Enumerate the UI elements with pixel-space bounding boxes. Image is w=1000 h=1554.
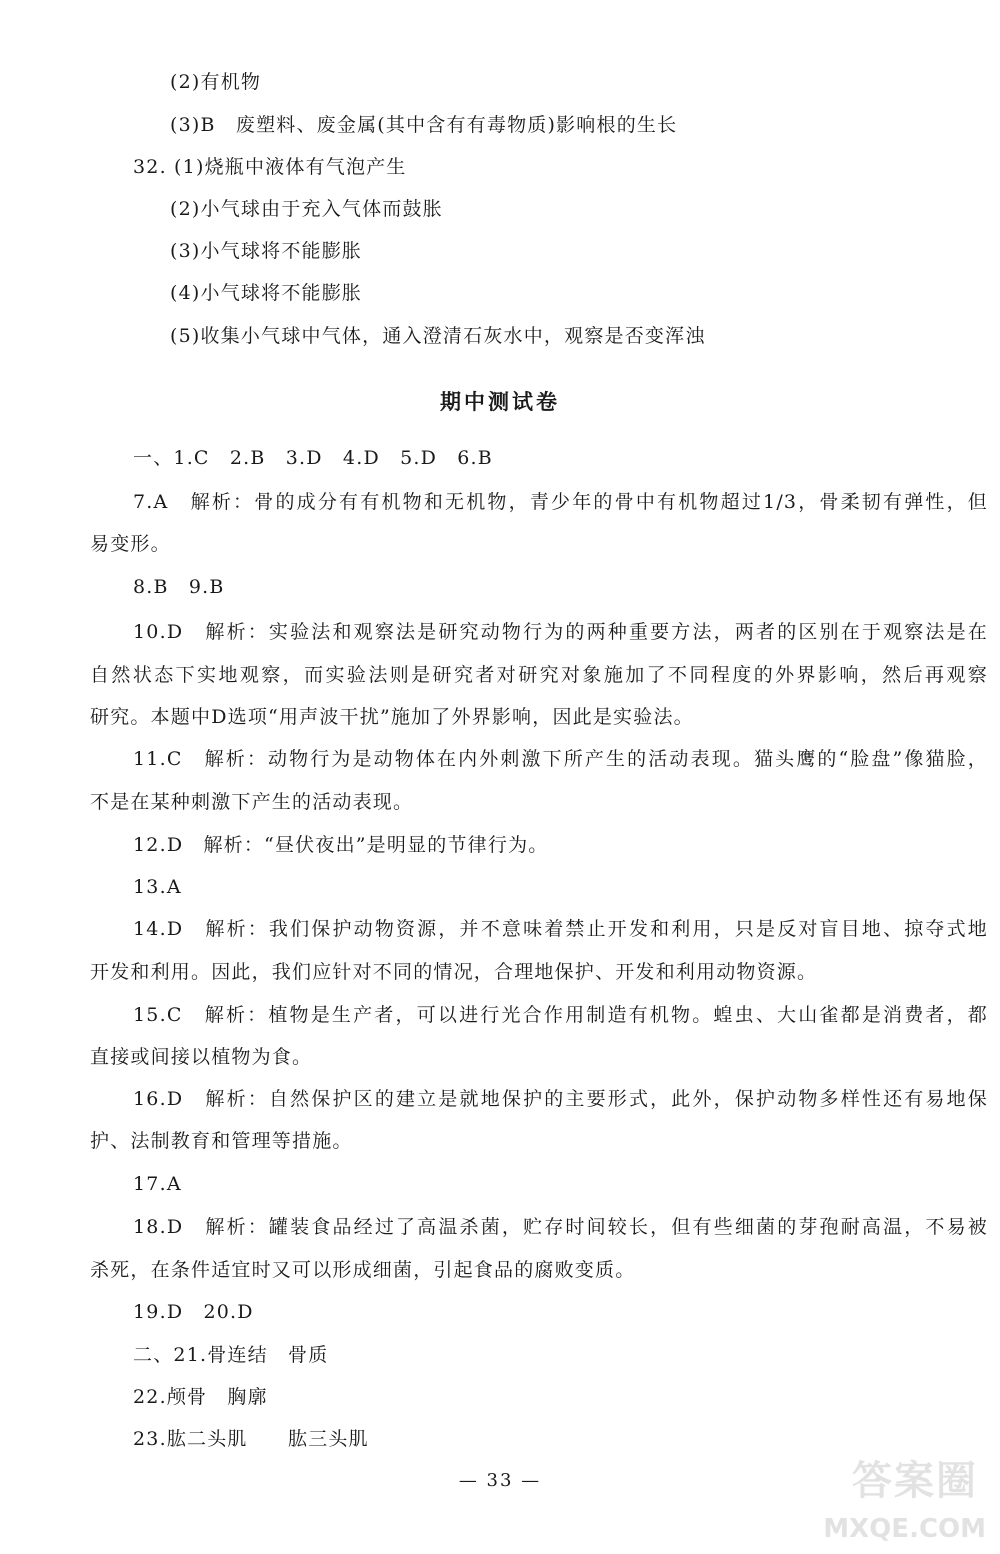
answer-line: (3)B 废塑料、废金属(其中含有有毒物质)影响根的生长 — [170, 114, 678, 136]
answer-line: 研究。本题中D选项“用声波干扰”施加了外界影响，因此是实验法。 — [90, 706, 694, 728]
answer-line: (2)有机物 — [170, 71, 262, 93]
answer-line: 直接或间接以植物为食。 — [90, 1046, 313, 1068]
watermark-text: 答案圈 — [852, 1458, 978, 1504]
page-number: — 33 — — [458, 1470, 542, 1491]
answer-line: (2)小气球由于充入气体而鼓胀 — [170, 198, 443, 220]
section-title: 期中测试卷 — [440, 390, 560, 414]
answer-line: 23.肱二头肌 肱三头肌 — [133, 1428, 369, 1450]
answer-line: 二、21.骨连结 骨质 — [133, 1344, 329, 1366]
answer-line: 16.D 解析：自然保护区的建立是就地保护的主要形式，此外，保护动物多样性还有易地保 — [133, 1088, 988, 1110]
answer-line: 自然状态下实地观察，而实验法则是研究者对研究对象施加了不同程度的外界影响，然后再观察 — [90, 664, 988, 686]
answer-line: 22.颅骨 胸廓 — [133, 1386, 268, 1408]
answer-line: 一、1.C 2.B 3.D 4.D 5.D 6.B — [133, 447, 493, 469]
answer-line: 7.A 解析：骨的成分有有机物和无机物，青少年的骨中有机物超过1/3，骨柔韧有弹性，但 — [133, 491, 988, 513]
answer-line: 护、法制教育和管理等措施。 — [90, 1130, 353, 1152]
answer-line: (3)小气球将不能膨胀 — [170, 240, 363, 262]
answer-line: 12.D 解析：“昼伏夜出”是明显的节律行为。 — [133, 834, 549, 856]
answer-line: 13.A — [133, 876, 182, 898]
watermark-logo — [823, 1449, 986, 1544]
answer-line: (4)小气球将不能膨胀 — [170, 282, 363, 304]
answer-line: 不是在某种刺激下产生的活动表现。 — [90, 791, 414, 813]
answer-line: 11.C 解析：动物行为是动物体在内外刺激下所产生的活动表现。猫头鹰的“脸盘”像猫脸， — [133, 748, 988, 770]
answer-line: 18.D 解析：罐装食品经过了高温杀菌，贮存时间较长，但有些细菌的芽孢耐高温，不易被 — [133, 1216, 988, 1238]
answer-line: 8.B 9.B — [133, 576, 225, 598]
answer-line: 17.A — [133, 1173, 182, 1195]
answer-line: 杀死，在条件适宜时又可以形成细菌，引起食品的腐败变质。 — [90, 1259, 636, 1281]
answer-line: 15.C 解析：植物是生产者，可以进行光合作用制造有机物。蝗虫、大山雀都是消费者，都 — [133, 1004, 988, 1026]
answer-line: 19.D 20.D — [133, 1301, 254, 1323]
answer-line: 易变形。 — [90, 533, 171, 555]
question-32: 32. (1)烧瓶中液体有气泡产生 — [133, 156, 407, 178]
answer-line: 14.D 解析：我们保护动物资源，并不意味着禁止开发和利用，只是反对盲目地、掠夺式地 — [133, 918, 988, 940]
watermark-url: MXQE.COM — [823, 1514, 986, 1544]
answer-line: 10.D 解析：实验法和观察法是研究动物行为的两种重要方法，两者的区别在于观察法是在 — [133, 621, 988, 643]
answer-line: 开发和利用。因此，我们应针对不同的情况，合理地保护、开发和利用动物资源。 — [90, 961, 818, 983]
answer-line: (5)收集小气球中气体，通入澄清石灰水中，观察是否变浑浊 — [170, 325, 706, 347]
